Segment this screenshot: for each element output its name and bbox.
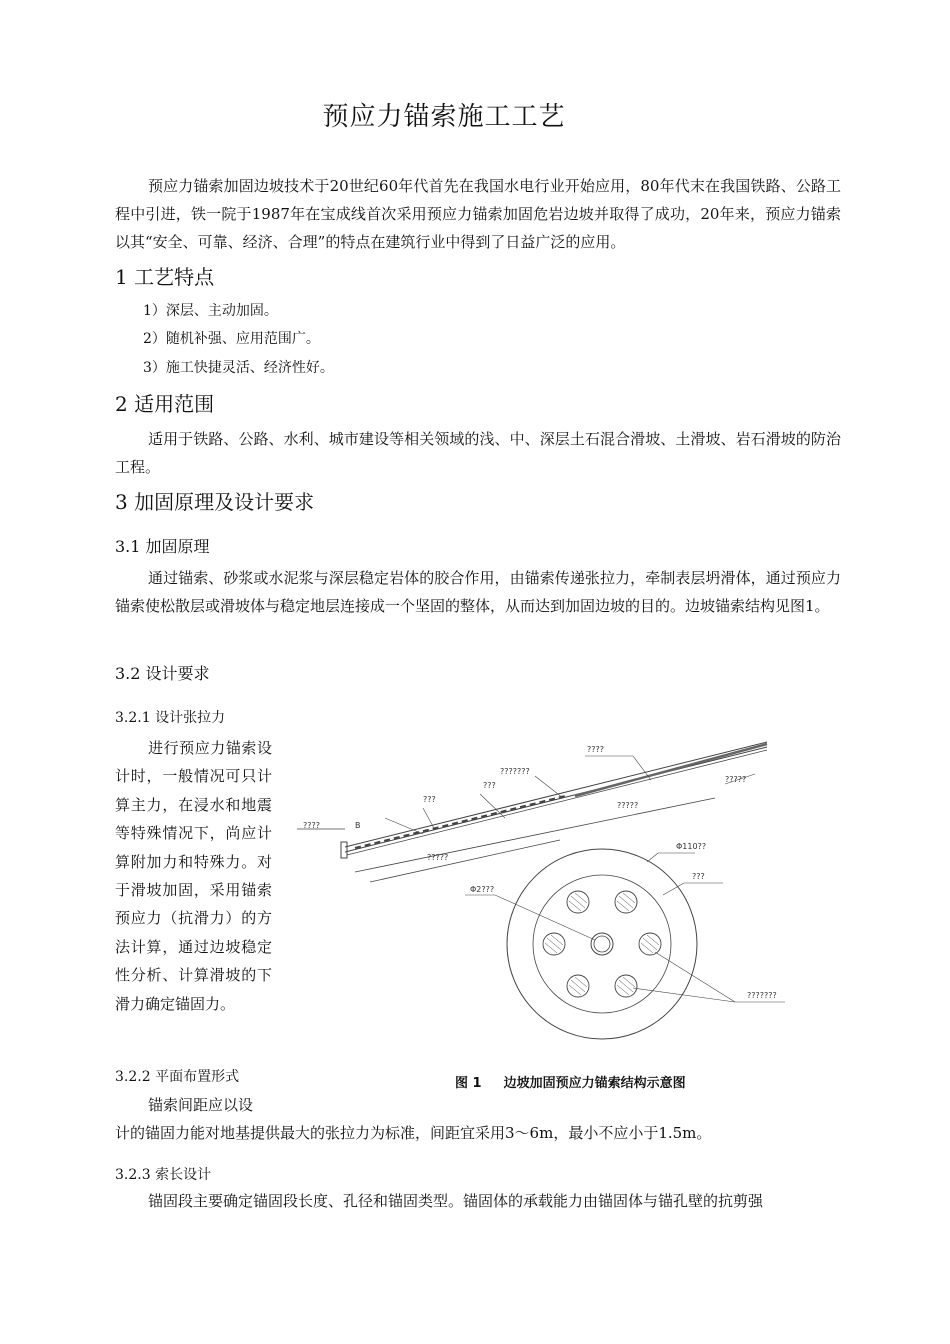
label-d: ???: [423, 795, 436, 804]
section-3-2-1-heading: 3.2.1 设计张拉力: [115, 710, 226, 726]
section-3-2-1-text: 进行预应力锚索设计时，一般情况可只计算主力，在浸水和地震等特殊情况下，尚应计算附加力和特殊力。对于滑坡加固，采用锚索预应力（抗滑力）的方法计算，通过边坡稳定性分析、计算滑坡的下滑力确定锚固力。: [115, 739, 272, 1013]
anchor-cable-figure: [295, 730, 795, 1065]
figure-caption: [455, 1072, 708, 1091]
label-c: ???: [483, 781, 496, 790]
list-item: 2）随机补强、应用范围广。: [143, 331, 320, 347]
intro-paragraph: 预应力锚索加固边坡技术于20世纪60年代首先在我国水电行业开始应用，80年代末在我国铁路、公路工程中引进，铁一院于1987年在宝成线首次采用预应力锚索加固危岩边坡并取得了成功，20年来，预应力锚索以其“安全、可靠、经济、合理”的特点在建筑行业中得到了日益广泛的应用。: [115, 177, 841, 251]
label-a: ????: [587, 745, 604, 754]
label-m: ???????: [747, 991, 777, 1000]
page-title: 预应力锚索施工工艺: [322, 102, 566, 132]
label-f: ?????: [617, 801, 639, 810]
section-3-2-3-text: 锚固段主要确定锚固段长度、孔径和锚固类型。锚固体的承载能力由锚固体与锚孔壁的抗剪强: [148, 1192, 764, 1210]
list-item: 1）深层、主动加固。: [143, 303, 278, 319]
label-k: ???: [692, 872, 705, 881]
section-3-2-3-heading: 3.2.3 索长设计: [115, 1167, 212, 1183]
section-3-1-heading: 3.1 加固原理: [115, 537, 210, 556]
figure-caption-text: 边坡加固预应力锚索结构示意图: [503, 1076, 686, 1091]
label-e: ????: [303, 821, 320, 830]
label-g: ?????: [725, 775, 747, 784]
label-b: ???????: [500, 767, 530, 776]
section-3-heading: 3 加固原理及设计要求: [115, 490, 315, 514]
label-h: ?????: [427, 853, 449, 862]
section-3-2-2-text-a: 锚索间距应以设: [148, 1096, 254, 1114]
figure-caption-number: 图 1: [455, 1076, 482, 1091]
section-2-text: 适用于铁路、公路、水利、城市建设等相关领域的浅、中、深层土石混合滑坡、土滑坡、岩石滑坡的防治工程。: [115, 430, 841, 476]
list-item: 3）施工快捷灵活、经济性好。: [143, 360, 334, 376]
label-j: Φ110??: [676, 842, 707, 851]
section-1-heading: 1 工艺特点: [115, 265, 215, 289]
label-l: Φ2???: [470, 885, 495, 894]
section-3-1-text: 通过锚索、砂浆或水泥浆与深层稳定岩体的胶合作用，由锚索传递张拉力，牵制表层坍滑体，通过预应力锚索使松散层或滑坡体与稳定地层连接成一个坚固的整体，从而达到加固边坡的目的。边坡锚索结构见图1。: [115, 569, 841, 615]
section-2-heading: 2 适用范围: [115, 392, 215, 416]
anchor-cable-drawing: [297, 742, 767, 882]
section-3-2-2-heading: 3.2.2 平面布置形式: [115, 1069, 240, 1085]
section-3-2-heading: 3.2 设计要求: [115, 664, 210, 683]
section-3-2-2-text-b: 计的锚固力能对地基提供最大的张拉力为标准，间距宜采用3～6m，最小不应小于1.5m。: [115, 1124, 712, 1142]
label-i: B: [355, 821, 361, 830]
cross-section-drawing: [465, 849, 785, 1039]
